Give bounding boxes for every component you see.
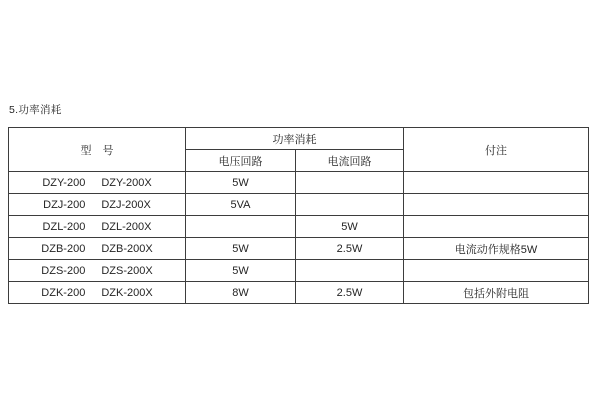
header-row-top xyxy=(9,128,589,150)
table-row xyxy=(9,282,589,304)
power-consumption-table xyxy=(8,127,589,304)
current-circuit-cell xyxy=(296,194,404,216)
model-name: DZJ-200 xyxy=(43,198,86,211)
col-header-power-group: 功率消耗 xyxy=(186,128,404,150)
col-header-model: 型 号 xyxy=(9,128,186,172)
model-name-x: DZJ-200X xyxy=(101,198,151,211)
model-name-x: DZL-200X xyxy=(101,220,152,233)
note-cell: 电流动作规格5W xyxy=(404,238,589,260)
model-name: DZB-200 xyxy=(41,242,86,255)
table-row xyxy=(9,260,589,282)
model-cell xyxy=(9,260,186,282)
current-circuit-cell: 2.5W xyxy=(296,238,404,260)
voltage-circuit-cell xyxy=(186,216,296,238)
current-circuit-cell xyxy=(296,260,404,282)
model-name-x: DZB-200X xyxy=(101,242,153,255)
current-circuit-cell: 5W xyxy=(296,216,404,238)
model-name: DZY-200 xyxy=(42,176,86,189)
voltage-circuit-cell: 8W xyxy=(186,282,296,304)
model-cell xyxy=(9,194,186,216)
model-name: DZS-200 xyxy=(41,264,86,277)
current-circuit-cell: 2.5W xyxy=(296,282,404,304)
note-cell xyxy=(404,172,589,194)
model-cell xyxy=(9,238,186,260)
model-name-x: DZS-200X xyxy=(101,264,153,277)
col-header-voltage-circuit: 电压回路 xyxy=(186,150,296,172)
note-cell: 包括外附电阻 xyxy=(404,282,589,304)
table-row xyxy=(9,238,589,260)
section-title: 5.功率消耗 xyxy=(9,104,62,116)
model-cell xyxy=(9,216,186,238)
voltage-circuit-cell: 5W xyxy=(186,260,296,282)
model-cell xyxy=(9,172,186,194)
voltage-circuit-cell: 5W xyxy=(186,172,296,194)
model-name: DZK-200 xyxy=(41,286,86,299)
note-cell xyxy=(404,194,589,216)
model-name-x: DZY-200X xyxy=(101,176,152,189)
table-row xyxy=(9,194,589,216)
voltage-circuit-cell: 5VA xyxy=(186,194,296,216)
model-name-x: DZK-200X xyxy=(101,286,153,299)
note-cell xyxy=(404,260,589,282)
table-row xyxy=(9,172,589,194)
current-circuit-cell xyxy=(296,172,404,194)
note-cell xyxy=(404,216,589,238)
col-header-notes: 付注 xyxy=(404,128,589,172)
voltage-circuit-cell: 5W xyxy=(186,238,296,260)
col-header-current-circuit: 电流回路 xyxy=(296,150,404,172)
table-row xyxy=(9,216,589,238)
model-name: DZL-200 xyxy=(42,220,86,233)
model-cell xyxy=(9,282,186,304)
